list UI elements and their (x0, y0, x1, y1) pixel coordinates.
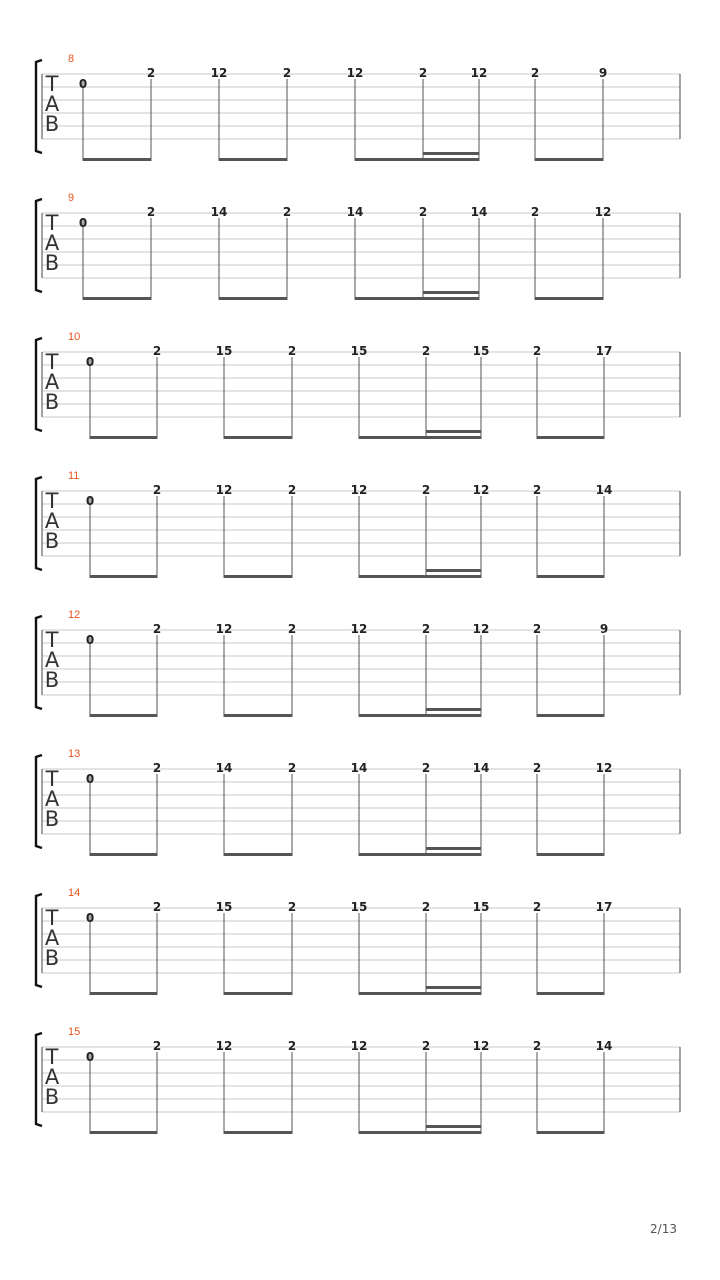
secondary-beam (426, 430, 481, 433)
fret-number: 2 (421, 1039, 431, 1053)
tab-clef-letter: T (45, 211, 59, 235)
fret-number: 12 (350, 1039, 368, 1053)
tab-clef-letter: T (45, 906, 59, 930)
beam (83, 158, 151, 161)
fret-number: 2 (146, 205, 156, 219)
measure-number: 9 (68, 192, 75, 204)
tab-system (36, 53, 680, 161)
tab-clef-letter: A (44, 370, 60, 394)
fret-number: 12 (595, 761, 613, 775)
fret-number: 0 (85, 633, 95, 647)
measure-number: 14 (68, 887, 81, 899)
fret-number: 14 (472, 761, 490, 775)
beam (537, 575, 604, 578)
fret-number: 14 (595, 483, 613, 497)
beam (359, 575, 481, 578)
tab-clef-letter: A (44, 509, 60, 533)
beam (224, 436, 292, 439)
tab-clef-letter: A (44, 92, 60, 116)
fret-number: 12 (472, 483, 490, 497)
fret-number: 12 (594, 205, 612, 219)
fret-number: 0 (85, 772, 95, 786)
tab-clef-letter: T (45, 767, 59, 791)
system-brace (36, 477, 42, 570)
tab-system (36, 887, 680, 995)
fret-number: 0 (78, 216, 88, 230)
fret-number: 14 (215, 761, 233, 775)
fret-number: 2 (152, 1039, 162, 1053)
tab-clef-letter: B (44, 529, 60, 553)
fret-number: 2 (152, 900, 162, 914)
beam (224, 575, 292, 578)
beam (90, 575, 157, 578)
beam (90, 436, 157, 439)
system-brace (36, 1033, 42, 1126)
tab-clef-letter: A (44, 648, 60, 672)
tab-system (36, 748, 680, 856)
beam (224, 1131, 292, 1134)
tab-clef-letter: B (44, 668, 60, 692)
system-brace (36, 199, 42, 292)
tab-clef-letter: A (44, 926, 60, 950)
fret-number: 2 (532, 622, 542, 636)
fret-number: 2 (421, 483, 431, 497)
fret-number: 14 (210, 205, 228, 219)
measure-number: 11 (68, 470, 80, 482)
beam (355, 297, 479, 300)
fret-number: 12 (210, 66, 228, 80)
fret-number: 17 (595, 344, 613, 358)
fret-number: 2 (287, 622, 297, 636)
beam (219, 158, 287, 161)
fret-number: 12 (350, 483, 368, 497)
beam (224, 992, 292, 995)
fret-number: 17 (595, 900, 613, 914)
secondary-beam (426, 847, 481, 850)
fret-number: 2 (287, 344, 297, 358)
tab-system (36, 609, 680, 717)
fret-number: 2 (418, 205, 428, 219)
tab-system (36, 470, 680, 578)
fret-number: 15 (472, 900, 490, 914)
secondary-beam (426, 1125, 481, 1128)
fret-number: 2 (152, 344, 162, 358)
fret-number: 9 (598, 66, 608, 80)
fret-number: 2 (418, 66, 428, 80)
fret-number: 0 (85, 494, 95, 508)
beam (537, 853, 604, 856)
beam (224, 714, 292, 717)
beam (537, 992, 604, 995)
secondary-beam (426, 569, 481, 572)
fret-number: 2 (152, 483, 162, 497)
tab-clef-letter: B (44, 807, 60, 831)
beam (90, 853, 157, 856)
beam (90, 1131, 157, 1134)
fret-number: 14 (470, 205, 488, 219)
fret-number: 12 (472, 1039, 490, 1053)
fret-number: 2 (282, 66, 292, 80)
fret-number: 2 (146, 66, 156, 80)
fret-number: 15 (350, 900, 368, 914)
beam (359, 436, 481, 439)
system-brace (36, 60, 42, 153)
measure-number: 10 (68, 331, 81, 343)
fret-number: 2 (152, 761, 162, 775)
fret-number: 14 (346, 205, 364, 219)
tab-clef-letter: A (44, 787, 60, 811)
tab-clef-letter: A (44, 1065, 60, 1089)
tab-clef-letter: A (44, 231, 60, 255)
beam (224, 853, 292, 856)
fret-number: 12 (350, 622, 368, 636)
beam (90, 992, 157, 995)
beam (535, 297, 603, 300)
tab-clef-letter: B (44, 946, 60, 970)
fret-number: 0 (85, 355, 95, 369)
beam (359, 853, 481, 856)
fret-number: 2 (287, 1039, 297, 1053)
tab-clef-letter: T (45, 628, 59, 652)
secondary-beam (426, 986, 481, 989)
beam (537, 1131, 604, 1134)
fret-number: 9 (599, 622, 609, 636)
fret-number: 12 (470, 66, 488, 80)
tab-clef-letter: T (45, 72, 59, 96)
secondary-beam (423, 291, 479, 294)
fret-number: 2 (530, 66, 540, 80)
fret-number: 15 (472, 344, 490, 358)
fret-number: 15 (350, 344, 368, 358)
beam (355, 158, 479, 161)
fret-number: 0 (85, 1050, 95, 1064)
tab-system (36, 1026, 680, 1134)
beam (537, 436, 604, 439)
fret-number: 2 (287, 761, 297, 775)
tab-clef-letter: B (44, 1085, 60, 1109)
fret-number: 2 (282, 205, 292, 219)
fret-number: 14 (595, 1039, 613, 1053)
page-number: 2/13 (650, 1222, 677, 1236)
system-brace (36, 338, 42, 431)
system-brace (36, 755, 42, 848)
fret-number: 0 (78, 77, 88, 91)
fret-number: 2 (421, 900, 431, 914)
system-brace (36, 616, 42, 709)
fret-number: 2 (421, 344, 431, 358)
fret-number: 12 (346, 66, 364, 80)
fret-number: 12 (215, 483, 233, 497)
measure-number: 15 (68, 1026, 81, 1038)
fret-number: 2 (532, 483, 542, 497)
fret-number: 2 (287, 483, 297, 497)
beam (83, 297, 151, 300)
measure-number: 13 (68, 748, 81, 760)
fret-number: 2 (532, 1039, 542, 1053)
fret-number: 15 (215, 900, 233, 914)
secondary-beam (423, 152, 479, 155)
fret-number: 2 (421, 622, 431, 636)
fret-number: 2 (152, 622, 162, 636)
tab-clef-letter: B (44, 390, 60, 414)
beam (359, 1131, 481, 1134)
beam (535, 158, 603, 161)
secondary-beam (426, 708, 481, 711)
fret-number: 2 (530, 205, 540, 219)
fret-number: 2 (287, 900, 297, 914)
fret-number: 2 (532, 761, 542, 775)
tab-clef-letter: B (44, 251, 60, 275)
tab-system (36, 192, 680, 300)
beam (359, 992, 481, 995)
fret-number: 14 (350, 761, 368, 775)
fret-number: 12 (215, 622, 233, 636)
fret-number: 0 (85, 911, 95, 925)
fret-number: 2 (532, 900, 542, 914)
fret-number: 15 (215, 344, 233, 358)
tab-system (36, 331, 680, 439)
tab-clef-letter: T (45, 350, 59, 374)
tab-clef-letter: T (45, 1045, 59, 1069)
tab-clef-letter: B (44, 112, 60, 136)
tab-clef-letter: T (45, 489, 59, 513)
fret-number: 2 (532, 344, 542, 358)
beam (359, 714, 481, 717)
measure-number: 8 (68, 53, 75, 65)
fret-number: 12 (215, 1039, 233, 1053)
measure-number: 12 (68, 609, 81, 621)
fret-number: 12 (472, 622, 490, 636)
beam (90, 714, 157, 717)
system-brace (36, 894, 42, 987)
beam (537, 714, 604, 717)
beam (219, 297, 287, 300)
fret-number: 2 (421, 761, 431, 775)
